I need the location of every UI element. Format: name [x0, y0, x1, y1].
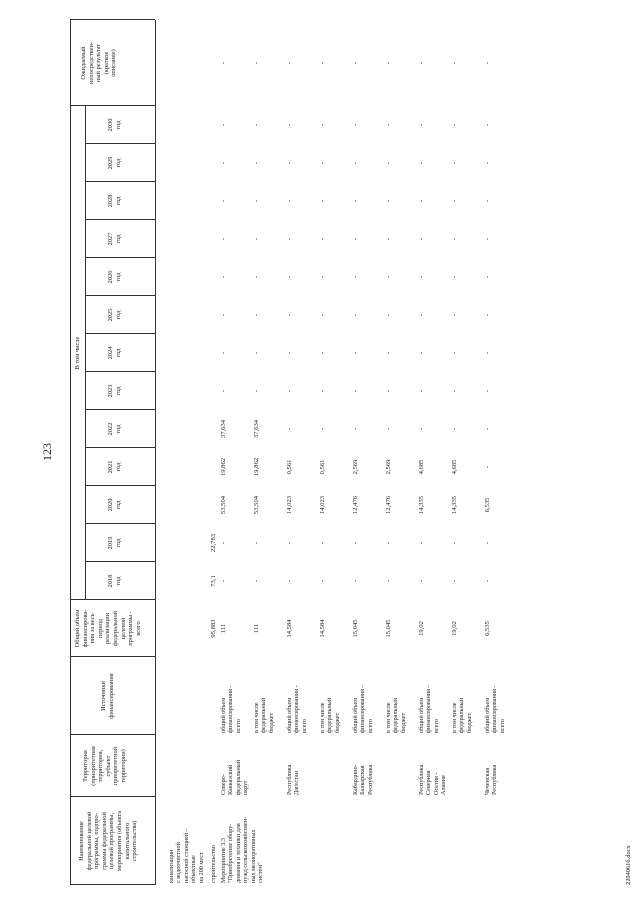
row-year-value: 37,634 — [253, 419, 260, 439]
row-year-value: - — [352, 199, 359, 203]
row-year-value: 12,476 — [352, 495, 359, 515]
row-year-value: - — [451, 199, 458, 203]
construction-total: 95,883 — [210, 619, 217, 638]
row-year-value: - — [319, 123, 326, 127]
row-result: - — [451, 61, 458, 65]
row-year-value: - — [385, 199, 392, 203]
row-year-value: - — [418, 275, 425, 279]
row-year-value: - — [418, 199, 425, 203]
row-year-value: - — [451, 579, 458, 583]
row-year-value: - — [418, 541, 425, 545]
row-year-value: 6,535 — [484, 497, 491, 513]
row-total: 14,584 — [286, 619, 293, 638]
row-year-value: - — [451, 427, 458, 431]
row-year-value: - — [253, 123, 260, 127]
row-year-value: - — [385, 237, 392, 241]
row-year-value: - — [286, 123, 293, 127]
row-year-value: - — [253, 199, 260, 203]
row-year-value: - — [319, 275, 326, 279]
row-year-value: - — [352, 123, 359, 127]
column-header-year: 2028 год — [107, 194, 122, 208]
column-header-incl: В том числе — [74, 336, 81, 370]
row-year-value: - — [253, 579, 260, 583]
row-year-value: 19,862 — [253, 457, 260, 477]
column-header-sources: Источники финансирования — [100, 673, 115, 719]
row-year-value: - — [253, 237, 260, 241]
row-result: - — [253, 61, 260, 65]
continuation-text: канализации с водоочистной насосной станцией - объектные на 200 мест — [168, 829, 205, 883]
row-year-value: - — [418, 579, 425, 583]
row-year-value: - — [352, 579, 359, 583]
column-header-year: 2019 год — [107, 536, 122, 550]
row-year-value: 19,862 — [220, 457, 227, 477]
measure-text: Мероприятие 3.3 "Приобретение обору- дования и техники для нужд сельскохозяйствен- ных мелиоративных систем" — [220, 816, 265, 883]
table-header-bottom-border — [155, 20, 156, 885]
row-territory: Чеченская Республика — [484, 764, 499, 795]
row-year-value: 37,634 — [220, 419, 227, 439]
row-year-value: - — [352, 313, 359, 317]
column-header-territory: Территория (приоритетная территория, субъект приоритетной территории) — [82, 746, 127, 786]
document-filename: 2204061б.docx — [625, 845, 632, 885]
row-year-value: - — [418, 123, 425, 127]
row-year-value: - — [220, 123, 227, 127]
row-year-value: - — [385, 161, 392, 165]
row-year-value: - — [418, 237, 425, 241]
row-total: 14,584 — [319, 619, 326, 638]
row-result: - — [385, 61, 392, 65]
row-source: общий объем финансирования - всего — [352, 685, 374, 733]
row-year-value: 4,685 — [418, 459, 425, 475]
construction-year-value: 73,1 — [210, 575, 217, 587]
row-year-value: - — [418, 351, 425, 355]
row-year-value: - — [220, 541, 227, 545]
row-year-value: - — [319, 237, 326, 241]
row-year-value: 0,561 — [319, 459, 326, 475]
row-source: в том числе федеральный бюджет — [451, 697, 473, 733]
row-year-value: 14,023 — [286, 495, 293, 515]
row-total: 19,02 — [451, 621, 458, 636]
row-year-value: - — [352, 427, 359, 431]
row-year-value: - — [220, 313, 227, 317]
row-territory: Кабардино- Балкарская Республика — [352, 764, 374, 795]
column-header-year: 2027 год — [107, 232, 122, 246]
row-year-value: - — [451, 275, 458, 279]
row-year-value: - — [253, 389, 260, 393]
row-total: 15,045 — [385, 619, 392, 638]
row-year-value: - — [451, 541, 458, 545]
column-header-year: 2023 год — [107, 384, 122, 398]
row-year-value: - — [253, 313, 260, 317]
row-year-value: - — [451, 351, 458, 355]
row-result: - — [418, 61, 425, 65]
row-year-value: - — [319, 389, 326, 393]
row-result: - — [220, 61, 227, 65]
row-year-value: - — [286, 389, 293, 393]
row-year-value: - — [286, 541, 293, 545]
row-year-value: - — [286, 237, 293, 241]
row-territory: Республика Дагестан — [286, 764, 301, 795]
column-header-year: 2026 год — [107, 270, 122, 284]
row-source: общий объем финансирования - всего — [286, 685, 308, 733]
row-source: общий объем финансирования - всего — [220, 685, 242, 733]
row-year-value: - — [286, 275, 293, 279]
row-year-value: - — [220, 199, 227, 203]
row-year-value: - — [484, 237, 491, 241]
row-year-value: - — [253, 351, 260, 355]
row-year-value: - — [385, 389, 392, 393]
row-year-value: - — [385, 313, 392, 317]
row-year-value: - — [352, 351, 359, 355]
row-year-value: - — [451, 389, 458, 393]
row-year-value: - — [352, 389, 359, 393]
row-year-value: - — [484, 541, 491, 545]
row-year-value: 2,569 — [352, 459, 359, 475]
row-year-value: 14,335 — [418, 495, 425, 515]
row-year-value: - — [319, 161, 326, 165]
row-year-value: - — [352, 161, 359, 165]
row-source: общий объем финансирования - всего — [484, 685, 506, 733]
row-year-value: - — [286, 427, 293, 431]
column-header-year: 2024 год — [107, 346, 122, 360]
row-year-value: - — [352, 275, 359, 279]
table-top-border — [70, 20, 71, 885]
row-year-value: - — [286, 313, 293, 317]
row-year-value: - — [484, 161, 491, 165]
column-header-year: 2018 год — [107, 574, 122, 588]
row-year-value: - — [418, 313, 425, 317]
row-year-value: - — [451, 161, 458, 165]
row-result: - — [352, 61, 359, 65]
row-year-value: - — [385, 123, 392, 127]
row-year-value: - — [253, 275, 260, 279]
row-total: 19,02 — [418, 621, 425, 636]
row-year-value: - — [484, 313, 491, 317]
row-year-value: 14,023 — [319, 495, 326, 515]
row-year-value: - — [385, 427, 392, 431]
row-year-value: - — [319, 579, 326, 583]
row-year-value: 4,685 — [451, 459, 458, 475]
row-year-value: - — [220, 389, 227, 393]
row-territory: Республика Северная Осетия - Алания — [418, 764, 448, 795]
row-year-value: 2,569 — [385, 459, 392, 475]
row-year-value: - — [352, 541, 359, 545]
row-year-value: 53,504 — [220, 495, 227, 515]
row-year-value: - — [253, 541, 260, 545]
row-result: - — [319, 61, 326, 65]
row-year-value: - — [253, 161, 260, 165]
column-header-name: Наименование федеральной целевой программы, подпро- граммы федеральной целевой программы, мероприятия (объекта капитального строительства) — [78, 810, 139, 872]
row-total: 6,535 — [484, 621, 491, 636]
row-source: в том числе федеральный бюджет — [385, 697, 407, 733]
row-year-value: - — [451, 313, 458, 317]
row-year-value: - — [220, 275, 227, 279]
row-source: в том числе федеральный бюджет — [253, 697, 275, 733]
row-year-value: - — [385, 541, 392, 545]
row-year-value: - — [385, 275, 392, 279]
column-header-year: 2025 год — [107, 308, 122, 322]
row-year-value: - — [484, 199, 491, 203]
row-total: 111 — [253, 623, 260, 634]
construction-year-value: 22,783 — [210, 533, 217, 553]
row-year-value: - — [484, 579, 491, 583]
row-year-value: - — [484, 123, 491, 127]
row-year-value: - — [451, 123, 458, 127]
row-year-value: - — [220, 237, 227, 241]
page-number: 123 — [40, 443, 54, 461]
row-year-value: - — [418, 161, 425, 165]
row-year-value: 0,561 — [286, 459, 293, 475]
row-year-value: 12,476 — [385, 495, 392, 515]
column-header-year: 2029 год — [107, 156, 122, 170]
column-header-year: 2022 год — [107, 422, 122, 436]
row-year-value: - — [418, 427, 425, 431]
row-territory: Северо- Кавказский федеральный округ — [220, 759, 250, 795]
row-source: общий объем финансирования - всего — [418, 685, 440, 733]
row-year-value: - — [385, 351, 392, 355]
row-year-value: - — [352, 237, 359, 241]
construction-label: строительство — [210, 845, 217, 883]
row-total: 15,045 — [352, 619, 359, 638]
row-year-value: - — [484, 275, 491, 279]
column-header-total: Общий объем финансирова- ния за весь период реализации федеральной целевой программы - всего — [74, 609, 142, 648]
column-header-year: 2020 год — [107, 498, 122, 512]
row-year-value: - — [286, 161, 293, 165]
row-year-value: - — [220, 351, 227, 355]
row-year-value: - — [286, 199, 293, 203]
row-year-value: 14,335 — [451, 495, 458, 515]
row-year-value: - — [286, 351, 293, 355]
row-year-value: - — [319, 351, 326, 355]
row-year-value: - — [319, 313, 326, 317]
row-year-value: - — [451, 237, 458, 241]
row-year-value: - — [220, 161, 227, 165]
row-year-value: - — [418, 389, 425, 393]
row-year-value: - — [319, 199, 326, 203]
row-year-value: - — [484, 389, 491, 393]
column-header-result: Ожидаемый непосредствен- ный результат (краткое описание) — [80, 41, 118, 85]
row-year-value: - — [484, 351, 491, 355]
row-year-value: - — [319, 427, 326, 431]
row-source: в том числе федеральный бюджет — [319, 697, 341, 733]
row-result: - — [286, 61, 293, 65]
row-year-value: - — [286, 579, 293, 583]
row-year-value: - — [385, 579, 392, 583]
row-year-value: - — [220, 579, 227, 583]
row-year-value: - — [484, 465, 491, 469]
row-year-value: - — [319, 541, 326, 545]
row-result: - — [484, 61, 491, 65]
row-total: 111 — [220, 623, 227, 634]
row-year-value: - — [484, 427, 491, 431]
column-header-year: 2030 год — [107, 118, 122, 132]
column-header-year: 2021 год — [107, 460, 122, 474]
row-year-value: 53,504 — [253, 495, 260, 515]
